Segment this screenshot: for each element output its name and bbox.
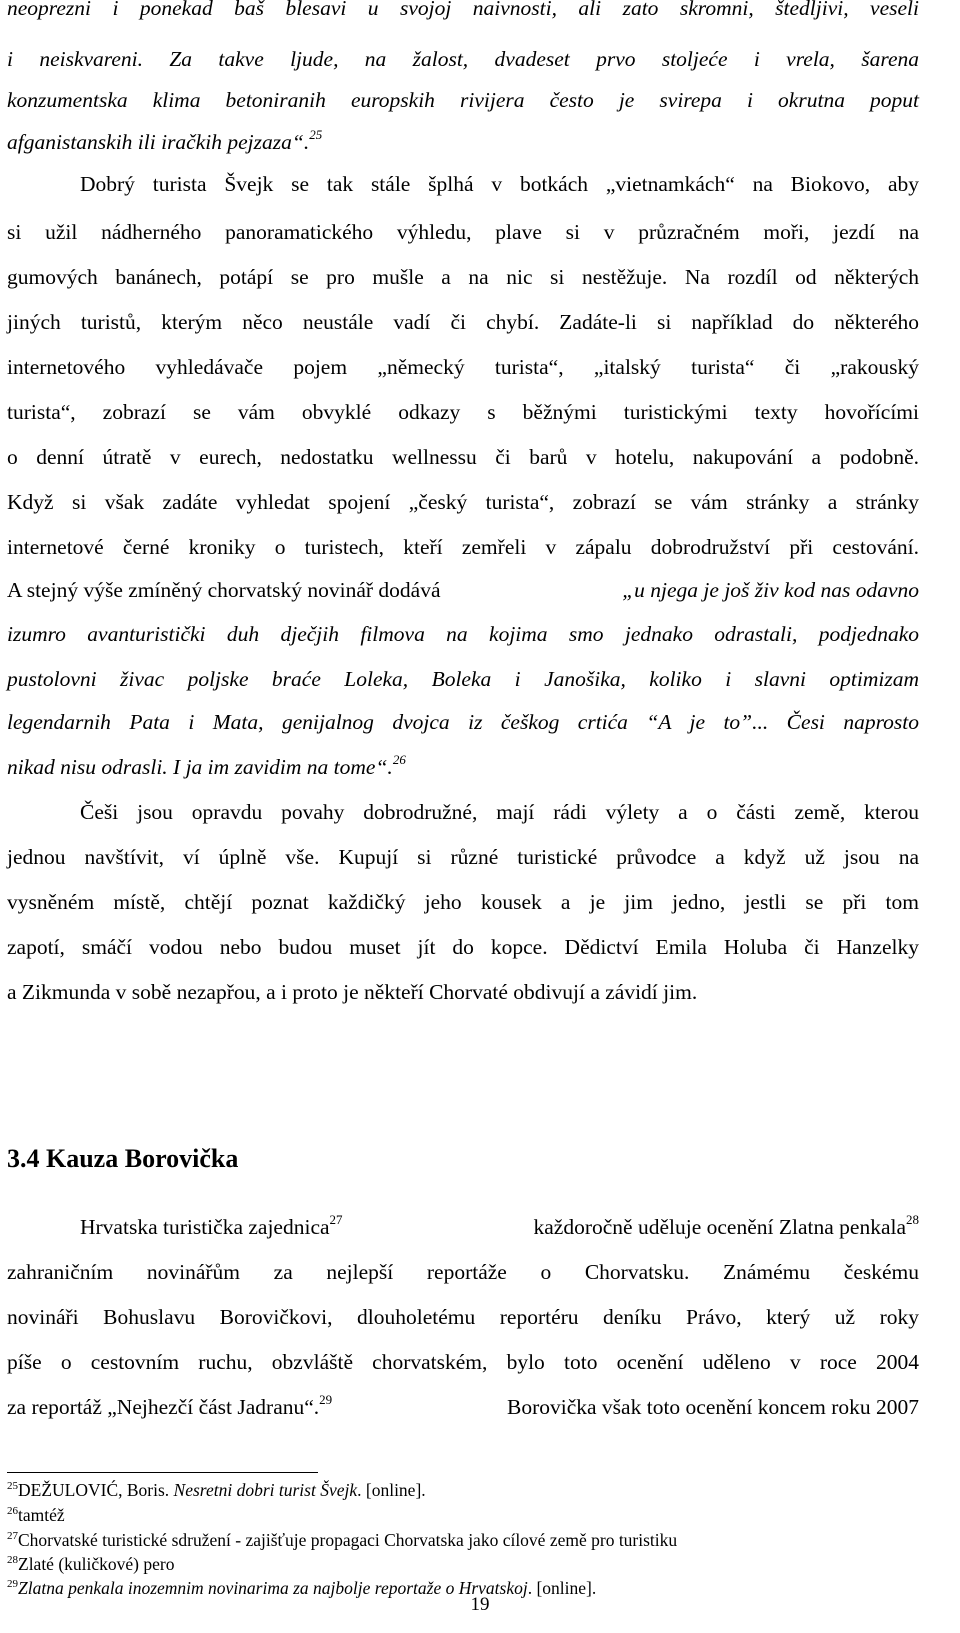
body-line: pustolovni živac poljske braće Loleka, Boleka i Janošika, koliko i slavni optimizam	[7, 667, 919, 691]
body-line: jiných turistů, kterým něco neustále vadí či chybí. Zadáte-li si například do některého	[7, 310, 919, 334]
footnote: $^{28}$Zlaté (kuličkové) pero	[7, 1554, 175, 1574]
body-line: Češi jsou opravdu povahy dobrodružné, mají rádi výlety a o části země, kterou	[80, 800, 919, 824]
body-line: konzumentska klima betoniranih europskih rivijera često je svirepa i okrutna poput	[7, 88, 919, 112]
body-line: jednou navštívit, ví úplně vše. Kupují si různé turistické průvodce a když už jsou na	[7, 845, 919, 869]
body-line: internetové černé kroniky o turistech, kteří zemřeli v zápalu dobrodružství při cestování.	[7, 535, 919, 559]
body-line: si užil nádherného panoramatického výhledu, plave si v průzračném moři, jezdí na	[7, 220, 919, 244]
footnote-ref: 29	[319, 1392, 333, 1407]
body-text: každoročně uděluje ocenění Zlatna penkala$^{28}$	[533, 1212, 919, 1239]
body-line: a Zikmunda v sobě nezapřou, a i proto je někteří Chorvaté obdivují a závidí jim.	[7, 980, 698, 1004]
body-line: gumových banánech, potápí se pro mušle a na nic si nestěžuje. Na rozdíl od některých	[7, 265, 919, 289]
footnote: $^{27}$Chorvatské turistické sdružení - zajišťuje propagaci Chorvatska jako cílové země pro turistiku	[7, 1530, 678, 1550]
footnote: $^{26}$tamtéž	[7, 1505, 65, 1525]
body-line: turista“, zobrazí se vám obvyklé odkazy s běžnými turistickými texty hovořícími	[7, 400, 919, 424]
footnote-ref: 26	[392, 752, 406, 767]
footnote-ref: 28	[906, 1212, 919, 1227]
body-line: novináři Bohuslavu Borovičkovi, dlouholetému reportéru deníku Právo, který už roky	[7, 1305, 919, 1329]
body-line: Dobrý turista Švejk se tak stále šplhá v botkách „vietnamkách“ na Biokovo, aby	[80, 172, 919, 196]
body-line: neoprezni i ponekad baš blesavi u svojoj naivnosti, ali zato skromni, štedljivi, veseli	[7, 0, 919, 20]
body-line: o denní útratě v eurech, nedostatku wellnessu či barů v hotelu, nakupování a podobně.	[7, 445, 919, 469]
body-line: internetového vyhledávače pojem „německý turista“, „italský turista“ či „rakouský	[7, 355, 919, 379]
body-line: vysněném místě, chtějí poznat každičký jeho kousek a je jim jedno, jestli se při tom	[7, 890, 919, 914]
body-text: A stejný výše zmíněný chorvatský novinář dodává	[7, 578, 441, 602]
body-line: nikad nisu odrasli. I ja im zavidim na tome“.$^{26}$	[7, 752, 406, 779]
body-line: zahraničním novinářům za nejlepší reportáže o Chorvatsku. Známému českému	[7, 1260, 919, 1284]
body-line: Když si však zadáte vyhledat spojení „český turista“, zobrazí se vám stránky a stránky	[7, 490, 919, 514]
footnote-ref: 27	[329, 1212, 343, 1227]
footnote-separator	[7, 1472, 318, 1473]
body-text: za reportáž „Nejhezčí část Jadranu“.$^{29}$	[7, 1392, 333, 1419]
body-line: zapotí, smáčí vodou nebo budou muset jít do kopce. Dědictví Emila Holuba či Hanzelky	[7, 935, 919, 959]
footnote: $^{25}$DEŽULOVIĆ, Boris. Nesretni dobri turist Švejk. [online].	[7, 1480, 426, 1500]
body-text: Hrvatska turistička zajednica$^{27}$	[80, 1212, 343, 1239]
body-line: afganistanskih ili iračkih pejzaza“.$^{25}$	[7, 127, 323, 154]
body-line: legendarnih Pata i Mata, genijalnog dvojca iz češkog crtića “A je to”... Česi naprosto	[7, 710, 919, 734]
section-heading: 3.4 Kauza Borovička	[7, 1144, 239, 1173]
body-line: i neiskvareni. Za takve ljude, na žalost, dvadeset prvo stoljeće i vrela, šarena	[7, 47, 919, 71]
footnote: $^{29}$Zlatna penkala inozemnim novinarima za najbolje reportaže o Hrvatskoj. [online].	[7, 1578, 597, 1598]
body-line: píše o cestovním ruchu, obzvláště chorvatském, bylo toto ocenění uděleno v roce 2004	[7, 1350, 919, 1374]
body-text: Borovička však toto ocenění koncem roku 2007	[507, 1395, 919, 1419]
page-number: 19	[470, 1594, 490, 1615]
quote-text: „u njega je još živ kod nas odavno	[622, 578, 919, 602]
body-line	[7, 575, 919, 605]
body-line	[80, 1212, 919, 1242]
body-line: izumro avanturistički duh dječjih filmova na kojima smo jednako odrastali, podjednako	[7, 622, 919, 646]
body-line	[7, 1392, 919, 1422]
footnote-ref: 25	[309, 127, 323, 142]
